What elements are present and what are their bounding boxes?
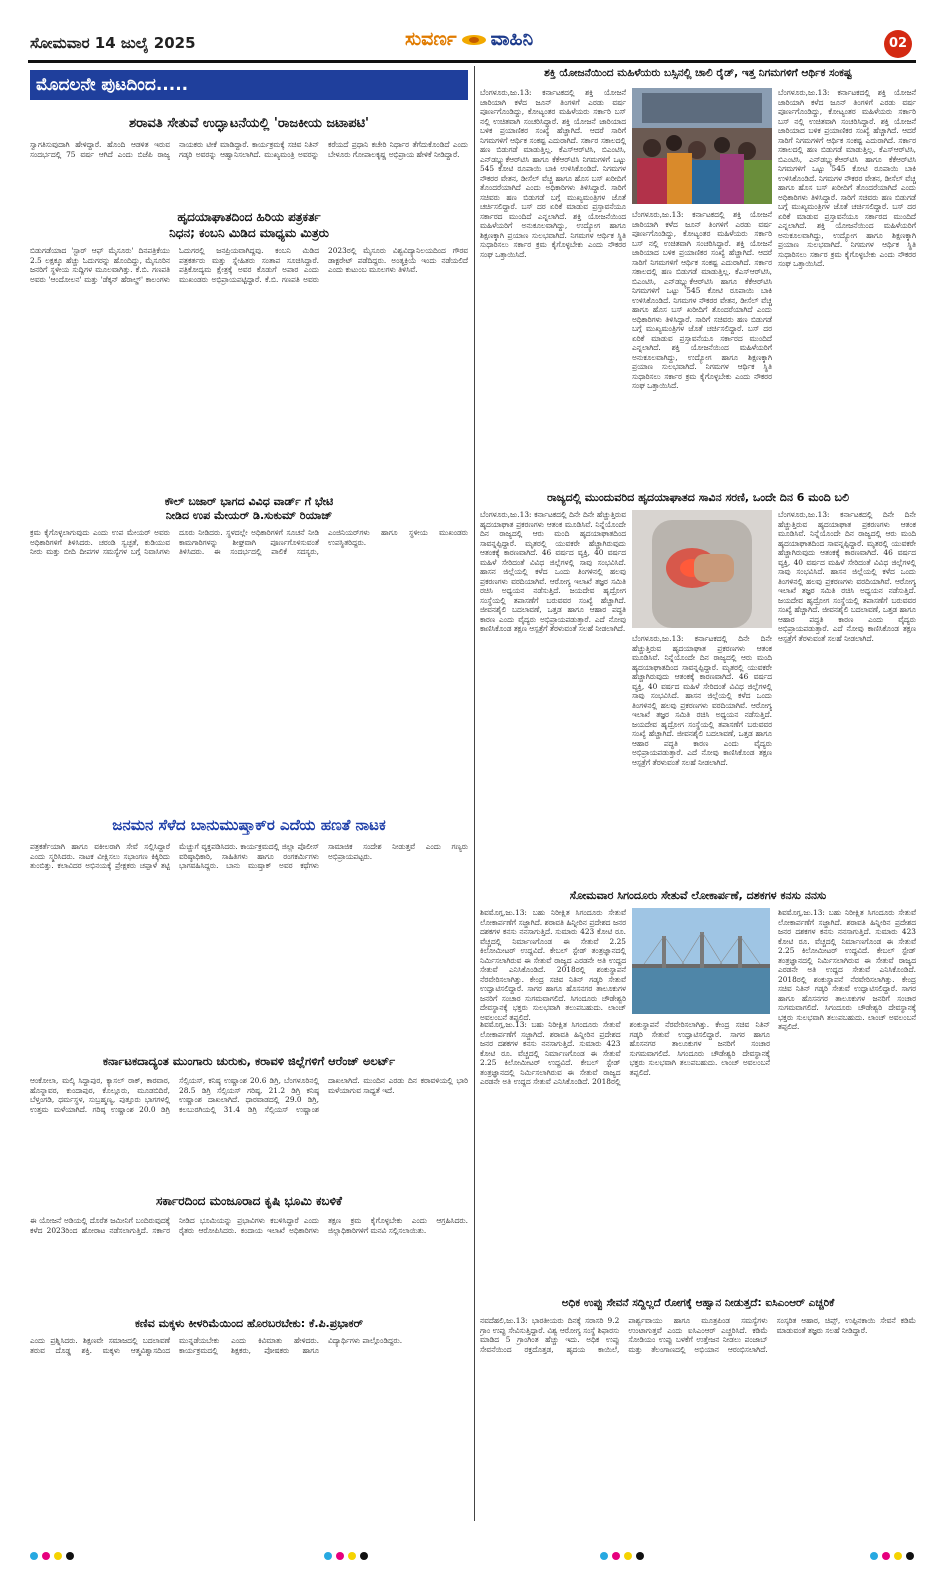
headline-journalist-line1: ಹೃದಯಾಘಾತದಿಂದ ಹಿರಿಯ ಪತ್ರಕರ್ತ <box>177 210 321 224</box>
column-divider <box>474 66 475 1521</box>
sigandur-bridge-photo <box>632 908 770 1014</box>
article-heart-col1: ಬೆಂಗಳೂರು,ಜು.13: ಕರ್ನಾಟಕದಲ್ಲಿ ದಿನೇ ದಿನೇ ಹೆಚ್ಚುತ್ತಿರುವ ಹೃದಯಾಘಾತ ಪ್ರಕರಣಗಳು ಆತಂಕ ಮೂಡಿಸಿವೆ. ನಿನ್ನೆಯೊಂದೇ ದಿನ ರಾಜ್ಯದಲ್ಲಿ ಆರು ಮಂದಿ ಹೃದಯಾಘಾತದಿಂದ ಸಾವನ್ನಪ್ಪಿದ್ದಾರೆ. ಮೃತರಲ್ಲಿ ಯುವಕರೇ ಹೆಚ್ಚಾಗಿರುವುದು ಆತಂಕಕ್ಕೆ ಕಾರಣವಾಗಿದೆ. 46 ವರ್ಷದ ವ್ಯಕ್ತಿ, 40 ವರ್ಷದ ಮಹಿಳೆ ಸೇರಿದಂತೆ ವಿವಿಧ ಜಿಲ್ಲೆಗಳಲ್ಲಿ ಸಾವು ಸಂಭವಿಸಿದೆ. ಹಾಸನ ಜಿಲ್ಲೆಯಲ್ಲಿ ಕಳೆದ ಒಂದು ತಿಂಗಳಿನಲ್ಲಿ ಹಲವು ಪ್ರಕರಣಗಳು ವರದಿಯಾಗಿವೆ. ಆರೋಗ್ಯ ಇಲಾಖೆ ತಜ್ಞರ ಸಮಿತಿ ರಚಿಸಿ ಅಧ್ಯಯನ ನಡೆಸುತ್ತಿದೆ. ಜಯದೇವ ಹೃದ್ರೋಗ ಸಂಸ್ಥೆಯಲ್ಲಿ ತಪಾಸಣೆಗೆ ಬರುವವರ ಸಂಖ್ಯೆ ಹೆಚ್ಚಾಗಿದೆ. ಜೀವನಶೈಲಿ ಬದಲಾವಣೆ, ಒತ್ತಡ ಹಾಗೂ ಆಹಾರ ಪದ್ಧತಿ ಕಾರಣ ಎಂದು ವೈದ್ಯರು ಅಭಿಪ್ರಾಯಪಡುತ್ತಾರೆ. ಎದೆ ನೋವು ಕಾಣಿಸಿಕೊಂಡ ತಕ್ಷಣ ಆಸ್ಪತ್ರೆಗೆ ತೆರಳುವಂತೆ ಸಲಹೆ ನೀಡಲಾಗಿದೆ. <box>480 510 626 633</box>
article-heart-col2: ಬೆಂಗಳೂರು,ಜು.13: ಕರ್ನಾಟಕದಲ್ಲಿ ದಿನೇ ದಿನೇ ಹೆಚ್ಚುತ್ತಿರುವ ಹೃದಯಾಘಾತ ಪ್ರಕರಣಗಳು ಆತಂಕ ಮೂಡಿಸಿವೆ. ನಿನ್ನೆಯೊಂದೇ ದಿನ ರಾಜ್ಯದಲ್ಲಿ ಆರು ಮಂದಿ ಹೃದಯಾಘಾತದಿಂದ ಸಾವನ್ನಪ್ಪಿದ್ದಾರೆ. ಮೃತರಲ್ಲಿ ಯುವಕರೇ ಹೆಚ್ಚಾಗಿರುವುದು ಆತಂಕಕ್ಕೆ ಕಾರಣವಾಗಿದೆ. 46 ವರ್ಷದ ವ್ಯಕ್ತಿ, 40 ವರ್ಷದ ಮಹಿಳೆ ಸೇರಿದಂತೆ ವಿವಿಧ ಜಿಲ್ಲೆಗಳಲ್ಲಿ ಸಾವು ಸಂಭವಿಸಿದೆ. ಹಾಸನ ಜಿಲ್ಲೆಯಲ್ಲಿ ಕಳೆದ ಒಂದು ತಿಂಗಳಿನಲ್ಲಿ ಹಲವು ಪ್ರಕರಣಗಳು ವರದಿಯಾಗಿವೆ. ಆರೋಗ್ಯ ಇಲಾಖೆ ತಜ್ಞರ ಸಮಿತಿ ರಚಿಸಿ ಅಧ್ಯಯನ ನಡೆಸುತ್ತಿದೆ. ಜಯದೇವ ಹೃದ್ರೋಗ ಸಂಸ್ಥೆಯಲ್ಲಿ ತಪಾಸಣೆಗೆ ಬರುವವರ ಸಂಖ್ಯೆ ಹೆಚ್ಚಾಗಿದೆ. ಜೀವನಶೈಲಿ ಬದಲಾವಣೆ, ಒತ್ತಡ ಹಾಗೂ ಆಹಾರ ಪದ್ಧತಿ ಕಾರಣ ಎಂದು ವೈದ್ಯರು ಅಭಿಪ್ರಾಯಪಡುತ್ತಾರೆ. ಎದೆ ನೋವು ಕಾಣಿಸಿಕೊಂಡ ತಕ್ಷಣ ಆಸ್ಪತ್ರೆಗೆ ತೆರಳುವಂತೆ ಸಲಹೆ ನೀಡಲಾಗಿದೆ. <box>632 634 772 767</box>
newspaper-title <box>405 28 533 50</box>
flame-logo-icon <box>461 33 487 47</box>
article-heart-col3: ಬೆಂಗಳೂರು,ಜು.13: ಕರ್ನಾಟಕದಲ್ಲಿ ದಿನೇ ದಿನೇ ಹೆಚ್ಚುತ್ತಿರುವ ಹೃದಯಾಘಾತ ಪ್ರಕರಣಗಳು ಆತಂಕ ಮೂಡಿಸಿವೆ. ನಿನ್ನೆಯೊಂದೇ ದಿನ ರಾಜ್ಯದಲ್ಲಿ ಆರು ಮಂದಿ ಹೃದಯಾಘಾತದಿಂದ ಸಾವನ್ನಪ್ಪಿದ್ದಾರೆ. ಮೃತರಲ್ಲಿ ಯುವಕರೇ ಹೆಚ್ಚಾಗಿರುವುದು ಆತಂಕಕ್ಕೆ ಕಾರಣವಾಗಿದೆ. 46 ವರ್ಷದ ವ್ಯಕ್ತಿ, 40 ವರ್ಷದ ಮಹಿಳೆ ಸೇರಿದಂತೆ ವಿವಿಧ ಜಿಲ್ಲೆಗಳಲ್ಲಿ ಸಾವು ಸಂಭವಿಸಿದೆ. ಹಾಸನ ಜಿಲ್ಲೆಯಲ್ಲಿ ಕಳೆದ ಒಂದು ತಿಂಗಳಿನಲ್ಲಿ ಹಲವು ಪ್ರಕರಣಗಳು ವರದಿಯಾಗಿವೆ. ಆರೋಗ್ಯ ಇಲಾಖೆ ತಜ್ಞರ ಸಮಿತಿ ರಚಿಸಿ ಅಧ್ಯಯನ ನಡೆಸುತ್ತಿದೆ. ಜಯದೇವ ಹೃದ್ರೋಗ ಸಂಸ್ಥೆಯಲ್ಲಿ ತಪಾಸಣೆಗೆ ಬರುವವರ ಸಂಖ್ಯೆ ಹೆಚ್ಚಾಗಿದೆ. ಜೀವನಶೈಲಿ ಬದಲಾವಣೆ, ಒತ್ತಡ ಹಾಗೂ ಆಹಾರ ಪದ್ಧತಿ ಕಾರಣ ಎಂದು ವೈದ್ಯರು ಅಭಿಪ್ರಾಯಪಡುತ್ತಾರೆ. ಎದೆ ನೋವು ಕಾಣಿಸಿಕೊಂಡ ತಕ್ಷಣ ಆಸ್ಪತ್ರೆಗೆ ತೆರಳುವಂತೆ ಸಲಹೆ ನೀಡಲಾಗಿದೆ. <box>778 510 916 643</box>
article-sigandur-col1: ಶಿವಮೊಗ್ಗ,ಜು.13: ಬಹು ನಿರೀಕ್ಷಿತ ಸಿಗಂದೂರು ಸೇತುವೆ ಲೋಕಾರ್ಪಣೆಗೆ ಸಜ್ಜಾಗಿದೆ. ಶರಾವತಿ ಹಿನ್ನೀರಿನ ಪ್ರದೇಶದ ಜನರ ದಶಕಗಳ ಕನಸು ನನಸಾಗುತ್ತಿದೆ. ಸುಮಾರು 423 ಕೋಟಿ ರೂ. ವೆಚ್ಚದಲ್ಲಿ ನಿರ್ಮಾಣಗೊಂಡ ಈ ಸೇತುವೆ 2.25 ಕಿಲೋಮೀಟರ್ ಉದ್ದವಿದೆ. ಕೇಬಲ್ ಸ್ಟೇಡ್ ತಂತ್ರಜ್ಞಾನದಲ್ಲಿ ನಿರ್ಮಿಸಲಾಗಿರುವ ಈ ಸೇತುವೆ ರಾಜ್ಯದ ಎರಡನೇ ಅತಿ ಉದ್ದದ ಸೇತುವೆ ಎನಿಸಿಕೊಂಡಿದೆ. 2018ರಲ್ಲಿ ಶಂಕುಸ್ಥಾಪನೆ ನೆರವೇರಿಸಲಾಗಿತ್ತು. ಕೇಂದ್ರ ಸಚಿವ ನಿತಿನ್ ಗಡ್ಕರಿ ಸೇತುವೆ ಉದ್ಘಾಟಿಸಲಿದ್ದಾರೆ. ಸಾಗರ ಹಾಗೂ ಹೊಸನಗರ ತಾಲೂಕುಗಳ ಜನರಿಗೆ ಸಂಚಾರ ಸುಗಮವಾಗಲಿದೆ. ಸಿಗಂದೂರು ಚೌಡೇಶ್ವರಿ ದೇವಸ್ಥಾನಕ್ಕೆ ಭಕ್ತರು ಸುಲಭವಾಗಿ ತಲುಪಬಹುದು. ಲಾಂಚ್ ಅವಲಂಬನೆ ತಪ್ಪಲಿದೆ. <box>480 908 626 1022</box>
title-part-a: ಸುವರ್ಣ <box>405 28 457 50</box>
registration-marks-left <box>30 1552 74 1560</box>
headline-ward-line2: ನೀಡಿದ ಉಪ ಮೇಯರ್ ಡಿ.ಸುಕುಮ್ ರಿಯಾಜ್ <box>165 509 333 522</box>
headline-drama: ಜನಮನ ಸೆಳೆದ ಬಾನುಮುಷ್ತಾಕ್‌ರ ಎದೆಯ ಹಣತೆ ನಾಟಕ <box>112 816 386 834</box>
article-drama-body: ಪತ್ರಕರ್ತೆಯಾಗಿ ಹಾಗೂ ವಕೀಲರಾಗಿ ಸೇವೆ ಸಲ್ಲಿಸಿದ್ದಾರೆ ಎಂದು ಸ್ಮರಿಸಿದರು. ನಾಟಕ ವೀಕ್ಷಿಸಲು ಸಭಾಂಗಣ ಕಿಕ್ಕಿರಿದು ತುಂಬಿತ್ತು. ಕಲಾವಿದರ ಅಭಿನಯಕ್ಕೆ ಪ್ರೇಕ್ಷಕರು ಚಪ್ಪಾಳೆ ತಟ್ಟಿ ಮೆಚ್ಚುಗೆ ವ್ಯಕ್ತಪಡಿಸಿದರು. ಕಾರ್ಯಕ್ರಮದಲ್ಲಿ ಜಿಲ್ಲಾ ಪೊಲೀಸ್ ವರಿಷ್ಠಾಧಿಕಾರಿ, ಸಾಹಿತಿಗಳು ಹಾಗೂ ರಂಗಕರ್ಮಿಗಳು ಭಾಗವಹಿಸಿದ್ದರು. ಬಾನು ಮುಷ್ತಾಕ್ ಅವರ ಕಥೆಗಳು ಸಾಮಾಜಿಕ ಸಂದೇಶ ನೀಡುತ್ತವೆ ಎಂದು ಗಣ್ಯರು ಅಭಿಪ್ರಾಯಪಟ್ಟರು. <box>30 842 468 870</box>
article-salt-body: ನವದೆಹಲಿ,ಜು.13: ಭಾರತೀಯರು ದಿನಕ್ಕೆ ಸರಾಸರಿ 9.2 ಗ್ರಾಂ ಉಪ್ಪು ಸೇವಿಸುತ್ತಿದ್ದಾರೆ. ವಿಶ್ವ ಆರೋಗ್ಯ ಸಂಸ್ಥೆ ಶಿಫಾರಸು ಮಾಡಿದ 5 ಗ್ರಾಂಗಿಂತ ಹೆಚ್ಚು ಇದು. ಅಧಿಕ ಉಪ್ಪು ಸೇವನೆಯಿಂದ ರಕ್ತದೊತ್ತಡ, ಹೃದಯ ಕಾಯಿಲೆ, ಪಾರ್ಶ್ವವಾಯು ಹಾಗೂ ಮೂತ್ರಪಿಂಡ ಸಮಸ್ಯೆಗಳು ಉಂಟಾಗುತ್ತವೆ ಎಂದು ಐಸಿಎಂಆರ್ ಎಚ್ಚರಿಸಿದೆ. ಕಡಿಮೆ ಸೋಡಿಯಂ ಉಪ್ಪು ಬಳಕೆಗೆ ಉತ್ತೇಜನ ನೀಡಲು ಪಂಜಾಬ್ ಮತ್ತು ತೆಲಂಗಾಣದಲ್ಲಿ ಅಭಿಯಾನ ಆರಂಭಿಸಲಾಗಿದೆ. ಸಂಸ್ಕರಿತ ಆಹಾರ, ಚಿಪ್ಸ್, ಉಪ್ಪಿನಕಾಯಿ ಸೇವನೆ ಕಡಿಮೆ ಮಾಡುವಂತೆ ತಜ್ಞರು ಸಲಹೆ ನೀಡಿದ್ದಾರೆ. <box>480 1316 916 1354</box>
registration-marks-center <box>324 1552 368 1560</box>
article-ward-body: ಕ್ರಮ ಕೈಗೊಳ್ಳಲಾಗುವುದು ಎಂದು ಉಪ ಮೇಯರ್ ಅವರು ಅಧಿಕಾರಿಗಳಿಗೆ ತಿಳಿಸಿದರು. ಚರಂಡಿ ಸ್ವಚ್ಛತೆ, ಕುಡಿಯುವ ನೀರು ಮತ್ತು ಬೀದಿ ದೀಪಗಳ ಸಮಸ್ಯೆಗಳ ಬಗ್ಗೆ ನಿವಾಸಿಗಳು ದೂರು ನೀಡಿದರು. ಸ್ಥಳದಲ್ಲೇ ಅಧಿಕಾರಿಗಳಿಗೆ ಸೂಚನೆ ನೀಡಿ ಕಾಮಗಾರಿಗಳನ್ನು ಶೀಘ್ರವಾಗಿ ಪೂರ್ಣಗೊಳಿಸುವಂತೆ ತಿಳಿಸಿದರು. ಈ ಸಂದರ್ಭದಲ್ಲಿ ಪಾಲಿಕೆ ಸದಸ್ಯರು, ಎಂಜಿನಿಯರ್‌ಗಳು ಹಾಗೂ ಸ್ಥಳೀಯ ಮುಖಂಡರು ಉಪಸ್ಥಿತರಿದ್ದರು. <box>30 528 468 556</box>
masthead <box>0 0 945 58</box>
headline-monsoon: ಕರ್ನಾಟಕದಾದ್ಯಂತ ಮುಂಗಾರು ಚುರುಕು, ಕರಾವಳಿ ಜಿಲ್ಲೆಗಳಿಗೆ ಆರೆಂಜ್ ಅಲರ್ಟ್ <box>102 1054 396 1068</box>
article-monsoon-body: ಆಂಕೋಲಾ, ಮಲ್ಕಿ ಸಿದ್ದಾಪುರ, ಕ್ಯಾಸಲ್ ರಾಕ್, ಕಾರವಾರ, ಹೊನ್ನಾವರ, ಕುಂದಾಪುರ, ಕೊಲ್ಲೂರು, ಮೂಡಬಿದಿರೆ, ಬೆಳ್ತಂಗಡಿ, ಧರ್ಮಸ್ಥಳ, ಸುಬ್ರಹ್ಮಣ್ಯ, ಪುತ್ತೂರು ಭಾಗಗಳಲ್ಲಿ ಉತ್ತಮ ಮಳೆಯಾಗಿದೆ. ಗರಿಷ್ಠ ಉಷ್ಣಾಂಶ 20.0 ಡಿಗ್ರಿ ಸೆಲ್ಸಿಯಸ್, ಕನಿಷ್ಠ ಉಷ್ಣಾಂಶ 20.6 ಡಿಗ್ರಿ, ಬೆಂಗಳೂರಿನಲ್ಲಿ 28.5 ಡಿಗ್ರಿ ಸೆಲ್ಸಿಯಸ್ ಗರಿಷ್ಠ, 21.2 ಡಿಗ್ರಿ ಕನಿಷ್ಠ ಉಷ್ಣಾಂಶ ದಾಖಲಾಗಿದೆ. ಧಾರವಾಡದಲ್ಲಿ 29.0 ಡಿಗ್ರಿ, ಕಲಬುರಗಿಯಲ್ಲಿ 31.4 ಡಿಗ್ರಿ ಸೆಲ್ಸಿಯಸ್ ಉಷ್ಣಾಂಶ ದಾಖಲಾಗಿದೆ. ಮುಂದಿನ ಎರಡು ದಿನ ಕರಾವಳಿಯಲ್ಲಿ ಭಾರಿ ಮಳೆಯಾಗುವ ಸಾಧ್ಯತೆ ಇದೆ. <box>30 1076 468 1114</box>
headline-shakti: ಶಕ್ತಿ ಯೋಜನೆಯಿಂದ ಮಹಿಳೆಯರು ಬಸ್ಸಿನಲ್ಲಿ ಚಾಲಿ ರೈಡ್, ಇತ್ತ ನಿಗಮಗಳಿಗೆ ಆರ್ಥಿಕ ಸಂಕಷ್ಟ <box>544 67 852 79</box>
registration-marks-right <box>600 1552 644 1560</box>
chest-pain-photo <box>632 510 772 628</box>
article-krishi-body: ಈ ಯೋಜನೆ ಅಡಿಯಲ್ಲಿ ದೊರೆತ ಜಮೀನಿಗೆ ಬಂದಿರುವುದಕ್ಕೆ ಕಳೆದ 2023ರಿಂದ ಹೋರಾಟ ನಡೆಸಲಾಗುತ್ತಿದೆ. ಸರ್ಕಾರ ನೀಡಿದ ಭೂಮಿಯನ್ನು ಪ್ರಭಾವಿಗಳು ಕಬಳಿಸಿದ್ದಾರೆ ಎಂದು ರೈತರು ಆರೋಪಿಸಿದರು. ಕಂದಾಯ ಇಲಾಖೆ ಅಧಿಕಾರಿಗಳು ತಕ್ಷಣ ಕ್ರಮ ಕೈಗೊಳ್ಳಬೇಕು ಎಂದು ಆಗ್ರಹಿಸಿದರು. ಜಿಲ್ಲಾಧಿಕಾರಿಗಳಿಗೆ ಮನವಿ ಸಲ್ಲಿಸಲಾಯಿತು. <box>30 1216 468 1235</box>
headline-sigandur: ಸೋಮವಾರ ಸಿಗಂದೂರು ಸೇತುವೆ ಲೋಕಾರ್ಪಣೆ, ದಶಕಗಳ ಕನಸು ನನಸು <box>569 889 827 902</box>
article-journalist-body: ಬಿಡುಗಡೆಯಾದ 'ಸ್ಟಾರ್ ಆಫ್ ಮೈಸೂರು' ದಿನಪತ್ರಿಕೆಯು 2.5 ಲಕ್ಷಕ್ಕೂ ಹೆಚ್ಚು ಓದುಗರನ್ನು ಹೊಂದಿದ್ದು, ಮೈಸೂರಿನ ಜನರಿಗೆ ಸ್ಥಳೀಯ ಸುದ್ದಿಗಳ ಮೂಲವಾಗಿತ್ತು. ಕೆ.ಬಿ. ಗಣಪತಿ ಅವರು 'ಆಂದೋಲನ' ಮತ್ತು 'ಡೆಕ್ಕನ್ ಹೆರಾಲ್ಡ್' ಕಾಲಂಗಳು ಓದುಗರಲ್ಲಿ ಜನಪ್ರಿಯವಾಗಿದ್ದವು. ಕಂಬನಿ ಮಿಡಿದ ಪತ್ರಕರ್ತರು ಮತ್ತು ಸ್ನೇಹಿತರು ಸಂತಾಪ ಸೂಚಿಸಿದ್ದಾರೆ. ಪತ್ರಿಕೋದ್ಯಮ ಕ್ಷೇತ್ರಕ್ಕೆ ಅವರ ಕೊಡುಗೆ ಅಪಾರ ಎಂದು ಮುಖಂಡರು ಅಭಿಪ್ರಾಯಪಟ್ಟಿದ್ದಾರೆ. ಕೆ.ಬಿ. ಗಣಪತಿ ಅವರು 2023ರಲ್ಲಿ ಮೈಸೂರು ವಿಶ್ವವಿದ್ಯಾನಿಲಯದಿಂದ ಗೌರವ ಡಾಕ್ಟರೇಟ್ ಪಡೆದಿದ್ದರು. ಅಂತ್ಯಕ್ರಿಯೆ ಇಂದು ನಡೆಯಲಿದೆ ಎಂದು ಕುಟುಂಬ ಮೂಲಗಳು ತಿಳಿಸಿವೆ. <box>30 246 468 284</box>
headline-salt: ಅಧಿಕ ಉಪ್ಪು ಸೇವನೆ ಸದ್ದಿಲ್ಲದೆ ರೋಗಕ್ಕೆ ಆಹ್ವಾನ ನೀಡುತ್ತದೆ: ಐಸಿಎಂಆರ್ ಎಚ್ಚರಿಕೆ <box>561 1297 835 1309</box>
article-shakti-col3: ಬೆಂಗಳೂರು,ಜು.13: ಕರ್ನಾಟಕದಲ್ಲಿ ಶಕ್ತಿ ಯೋಜನೆ ಜಾರಿಯಾಗಿ ಕಳೆದ ಜೂನ್ ತಿಂಗಳಿಗೆ ಎರಡು ವರ್ಷ ಪೂರ್ಣಗೊಂಡಿದ್ದು, ಕೋಟ್ಯಂತರ ಮಹಿಳೆಯರು ಸರ್ಕಾರಿ ಬಸ್ ನಲ್ಲಿ ಉಚಿತವಾಗಿ ಸಂಚರಿಸಿದ್ದಾರೆ. ಶಕ್ತಿ ಯೋಜನೆ ಜಾರಿಯಾದ ಬಳಿಕ ಪ್ರಯಾಣಿಕರ ಸಂಖ್ಯೆ ಹೆಚ್ಚಾಗಿದೆ. ಆದರೆ ಸಾರಿಗೆ ನಿಗಮಗಳಿಗೆ ಆರ್ಥಿಕ ಸಂಕಷ್ಟ ಎದುರಾಗಿದೆ. ಸರ್ಕಾರ ಸಕಾಲದಲ್ಲಿ ಹಣ ಬಿಡುಗಡೆ ಮಾಡುತ್ತಿಲ್ಲ. ಕೆಎಸ್ಆರ್‌ಟಿಸಿ, ಬಿಎಂಟಿಸಿ, ಎನ್‌ಡಬ್ಲ್ಯುಕೆಆರ್‌ಟಿಸಿ ಹಾಗೂ ಕೆಕೆಆರ್‌ಟಿಸಿ ನಿಗಮಗಳಿಗೆ ಒಟ್ಟು 545 ಕೋಟಿ ರೂಪಾಯಿ ಬಾಕಿ ಉಳಿಸಿಕೊಂಡಿದೆ. ನಿಗಮಗಳ ನೌಕರರ ವೇತನ, ಡೀಸೆಲ್ ವೆಚ್ಚ ಹಾಗೂ ಹೊಸ ಬಸ್ ಖರೀದಿಗೆ ತೊಂದರೆಯಾಗಿದೆ ಎಂದು ಅಧಿಕಾರಿಗಳು ತಿಳಿಸಿದ್ದಾರೆ. ಸಾರಿಗೆ ಸಚಿವರು ಹಣ ಬಿಡುಗಡೆ ಬಗ್ಗೆ ಮುಖ್ಯಮಂತ್ರಿಗಳ ಜೊತೆ ಚರ್ಚಿಸಲಿದ್ದಾರೆ. ಬಸ್ ದರ ಏರಿಕೆ ಮಾಡುವ ಪ್ರಸ್ತಾವನೆಯೂ ಸರ್ಕಾರದ ಮುಂದಿದೆ ಎನ್ನಲಾಗಿದೆ. ಶಕ್ತಿ ಯೋಜನೆಯಿಂದ ಮಹಿಳೆಯರಿಗೆ ಅನುಕೂಲವಾಗಿದ್ದು, ಉದ್ಯೋಗ ಹಾಗೂ ಶಿಕ್ಷಣಕ್ಕಾಗಿ ಪ್ರಯಾಣ ಸುಲಭವಾಗಿದೆ. ನಿಗಮಗಳ ಆರ್ಥಿಕ ಸ್ಥಿತಿ ಸುಧಾರಿಸಲು ಸರ್ಕಾರ ಕ್ರಮ ಕೈಗೊಳ್ಳಬೇಕು ಎಂದು ನೌಕರರ ಸಂಘ ಒತ್ತಾಯಿಸಿದೆ. <box>778 88 916 268</box>
article-shakti-col1 <box>480 88 626 484</box>
headline-heart: ರಾಜ್ಯದಲ್ಲಿ ಮುಂದುವರಿದ ಹೃದಯಾಘಾತದ ಸಾವಿನ ಸರಣಿ, ಒಂದೇ ದಿನ 6 ಮಂದಿ ಬಲಿ <box>547 491 849 504</box>
article-sharavathi-body: ಸ್ವಾಗತಿಸುವುದಾಗಿ ಹೇಳಿದ್ದಾರೆ. ಹೊಂದಿ ಆಡಳಿತ ಇರುವ ಸಂದರ್ಭದಲ್ಲಿ 75 ವರ್ಷ ಆಗಿದೆ ಎಂದು ಬಿಜೆಪಿ ರಾಜ್ಯ ನಾಯಕರು ಟೀಕೆ ಮಾಡಿದ್ದಾರೆ. ಕಾರ್ಯಕ್ರಮಕ್ಕೆ ಸಚಿವ ನಿತಿನ್ ಗಡ್ಕರಿ ಅವರನ್ನು ಆಹ್ವಾನಿಸಲಾಗಿದೆ. ಮುಖ್ಯಮಂತ್ರಿ ಅವರನ್ನು ಕರೆಯದೆ ಪ್ರಧಾನಿ ಕಚೇರಿ ನಿರ್ಧಾರ ತೆಗೆದುಕೊಂಡಿದೆ ಎಂದು ಬೇಳೂರು ಗೋಪಾಲಕೃಷ್ಣ ಅಭಿಪ್ರಾಯ ಹೇಳಿಕೆ ನೀಡಿದ್ದಾರೆ. <box>30 140 468 159</box>
masthead-rule <box>28 60 916 63</box>
headline-journalist-line2: ನಿಧನ; ಕಂಬನಿ ಮಿಡಿದ ಮಾಧ್ಯಮ ಮಿತ್ರರು <box>169 226 329 240</box>
headline-krishi: ಸರ್ಕಾರದಿಂದ ಮಂಜೂರಾದ ಕೃಷಿ ಭೂಮಿ ಕಬಳಿಕೆ <box>156 1194 342 1208</box>
headline-ward-line1: ಕೌಲ್ ಬಜಾರ್ ಭಾಗದ ವಿವಿಧ ವಾರ್ಡ್ ಗೆ ಭೇಟಿ <box>164 495 334 508</box>
article-sigandur-col1b: ಶಿವಮೊಗ್ಗ,ಜು.13: ಬಹು ನಿರೀಕ್ಷಿತ ಸಿಗಂದೂರು ಸೇತುವೆ ಲೋಕಾರ್ಪಣೆಗೆ ಸಜ್ಜಾಗಿದೆ. ಶರಾವತಿ ಹಿನ್ನೀರಿನ ಪ್ರದೇಶದ ಜನರ ದಶಕಗಳ ಕನಸು ನನಸಾಗುತ್ತಿದೆ. ಸುಮಾರು 423 ಕೋಟಿ ರೂ. ವೆಚ್ಚದಲ್ಲಿ ನಿರ್ಮಾಣಗೊಂಡ ಈ ಸೇತುವೆ 2.25 ಕಿಲೋಮೀಟರ್ ಉದ್ದವಿದೆ. ಕೇಬಲ್ ಸ್ಟೇಡ್ ತಂತ್ರಜ್ಞಾನದಲ್ಲಿ ನಿರ್ಮಿಸಲಾಗಿರುವ ಈ ಸೇತುವೆ ರಾಜ್ಯದ ಎರಡನೇ ಅತಿ ಉದ್ದದ ಸೇತುವೆ ಎನಿಸಿಕೊಂಡಿದೆ. 2018ರಲ್ಲಿ ಶಂಕುಸ್ಥಾಪನೆ ನೆರವೇರಿಸಲಾಗಿತ್ತು. ಕೇಂದ್ರ ಸಚಿವ ನಿತಿನ್ ಗಡ್ಕರಿ ಸೇತುವೆ ಉದ್ಘಾಟಿಸಲಿದ್ದಾರೆ. ಸಾಗರ ಹಾಗೂ ಹೊಸನಗರ ತಾಲೂಕುಗಳ ಜನರಿಗೆ ಸಂಚಾರ ಸುಗಮವಾಗಲಿದೆ. ಸಿಗಂದೂರು ಚೌಡೇಶ್ವರಿ ದೇವಸ್ಥಾನಕ್ಕೆ ಭಕ್ತರು ಸುಲಭವಾಗಿ ತಲುಪಬಹುದು. ಲಾಂಚ್ ಅವಲಂಬನೆ ತಪ್ಪಲಿದೆ. <box>480 1020 770 1086</box>
article-sigandur-col3: ಶಿವಮೊಗ್ಗ,ಜು.13: ಬಹು ನಿರೀಕ್ಷಿತ ಸಿಗಂದೂರು ಸೇತುವೆ ಲೋಕಾರ್ಪಣೆಗೆ ಸಜ್ಜಾಗಿದೆ. ಶರಾವತಿ ಹಿನ್ನೀರಿನ ಪ್ರದೇಶದ ಜನರ ದಶಕಗಳ ಕನಸು ನನಸಾಗುತ್ತಿದೆ. ಸುಮಾರು 423 ಕೋಟಿ ರೂ. ವೆಚ್ಚದಲ್ಲಿ ನಿರ್ಮಾಣಗೊಂಡ ಈ ಸೇತುವೆ 2.25 ಕಿಲೋಮೀಟರ್ ಉದ್ದವಿದೆ. ಕೇಬಲ್ ಸ್ಟೇಡ್ ತಂತ್ರಜ್ಞಾನದಲ್ಲಿ ನಿರ್ಮಿಸಲಾಗಿರುವ ಈ ಸೇತುವೆ ರಾಜ್ಯದ ಎರಡನೇ ಅತಿ ಉದ್ದದ ಸೇತುವೆ ಎನಿಸಿಕೊಂಡಿದೆ. 2018ರಲ್ಲಿ ಶಂಕುಸ್ಥಾಪನೆ ನೆರವೇರಿಸಲಾಗಿತ್ತು. ಕೇಂದ್ರ ಸಚಿವ ನಿತಿನ್ ಗಡ್ಕರಿ ಸೇತುವೆ ಉದ್ಘಾಟಿಸಲಿದ್ದಾರೆ. ಸಾಗರ ಹಾಗೂ ಹೊಸನಗರ ತಾಲೂಕುಗಳ ಜನರಿಗೆ ಸಂಚಾರ ಸುಗಮವಾಗಲಿದೆ. ಸಿಗಂದೂರು ಚೌಡೇಶ್ವರಿ ದೇವಸ್ಥಾನಕ್ಕೆ ಭಕ್ತರು ಸುಲಭವಾಗಿ ತಲುಪಬಹುದು. ಲಾಂಚ್ ಅವಲಂಬನೆ ತಪ್ಪಲಿದೆ. <box>778 908 916 1031</box>
article-shakti-col2: ಬೆಂಗಳೂರು,ಜು.13: ಕರ್ನಾಟಕದಲ್ಲಿ ಶಕ್ತಿ ಯೋಜನೆ ಜಾರಿಯಾಗಿ ಕಳೆದ ಜೂನ್ ತಿಂಗಳಿಗೆ ಎರಡು ವರ್ಷ ಪೂರ್ಣಗೊಂಡಿದ್ದು, ಕೋಟ್ಯಂತರ ಮಹಿಳೆಯರು ಸರ್ಕಾರಿ ಬಸ್ ನಲ್ಲಿ ಉಚಿತವಾಗಿ ಸಂಚರಿಸಿದ್ದಾರೆ. ಶಕ್ತಿ ಯೋಜನೆ ಜಾರಿಯಾದ ಬಳಿಕ ಪ್ರಯಾಣಿಕರ ಸಂಖ್ಯೆ ಹೆಚ್ಚಾಗಿದೆ. ಆದರೆ ಸಾರಿಗೆ ನಿಗಮಗಳಿಗೆ ಆರ್ಥಿಕ ಸಂಕಷ್ಟ ಎದುರಾಗಿದೆ. ಸರ್ಕಾರ ಸಕಾಲದಲ್ಲಿ ಹಣ ಬಿಡುಗಡೆ ಮಾಡುತ್ತಿಲ್ಲ. ಕೆಎಸ್ಆರ್‌ಟಿಸಿ, ಬಿಎಂಟಿಸಿ, ಎನ್‌ಡಬ್ಲ್ಯುಕೆಆರ್‌ಟಿಸಿ ಹಾಗೂ ಕೆಕೆಆರ್‌ಟಿಸಿ ನಿಗಮಗಳಿಗೆ ಒಟ್ಟು 545 ಕೋಟಿ ರೂಪಾಯಿ ಬಾಕಿ ಉಳಿಸಿಕೊಂಡಿದೆ. ನಿಗಮಗಳ ನೌಕರರ ವೇತನ, ಡೀಸೆಲ್ ವೆಚ್ಚ ಹಾಗೂ ಹೊಸ ಬಸ್ ಖರೀದಿಗೆ ತೊಂದರೆಯಾಗಿದೆ ಎಂದು ಅಧಿಕಾರಿಗಳು ತಿಳಿಸಿದ್ದಾರೆ. ಸಾರಿಗೆ ಸಚಿವರು ಹಣ ಬಿಡುಗಡೆ ಬಗ್ಗೆ ಮುಖ್ಯಮಂತ್ರಿಗಳ ಜೊತೆ ಚರ್ಚಿಸಲಿದ್ದಾರೆ. ಬಸ್ ದರ ಏರಿಕೆ ಮಾಡುವ ಪ್ರಸ್ತಾವನೆಯೂ ಸರ್ಕಾರದ ಮುಂದಿದೆ ಎನ್ನಲಾಗಿದೆ. ಶಕ್ತಿ ಯೋಜನೆಯಿಂದ ಮಹಿಳೆಯರಿಗೆ ಅನುಕೂಲವಾಗಿದ್ದು, ಉದ್ಯೋಗ ಹಾಗೂ ಶಿಕ್ಷಣಕ್ಕಾಗಿ ಪ್ರಯಾಣ ಸುಲಭವಾಗಿದೆ. ನಿಗಮಗಳ ಆರ್ಥಿಕ ಸ್ಥಿತಿ ಸುಧಾರಿಸಲು ಸರ್ಕಾರ ಕ್ರಮ ಕೈಗೊಳ್ಳಬೇಕು ಎಂದು ನೌಕರರ ಸಂಘ ಒತ್ತಾಯಿಸಿದೆ. <box>632 210 772 390</box>
article-shakti-body: ಬೆಂಗಳೂರು,ಜು.13: ಕರ್ನಾಟಕದಲ್ಲಿ ಶಕ್ತಿ ಯೋಜನೆ ಜಾರಿಯಾಗಿ ಕಳೆದ ಜೂನ್ ತಿಂಗಳಿಗೆ ಎರಡು ವರ್ಷ ಪೂರ್ಣಗೊಂಡಿದ್ದು, ಕೋಟ್ಯಂತರ ಮಹಿಳೆಯರು ಸರ್ಕಾರಿ ಬಸ್ ನಲ್ಲಿ ಉಚಿತವಾಗಿ ಸಂಚರಿಸಿದ್ದಾರೆ. ಶಕ್ತಿ ಯೋಜನೆ ಜಾರಿಯಾದ ಬಳಿಕ ಪ್ರಯಾಣಿಕರ ಸಂಖ್ಯೆ ಹೆಚ್ಚಾಗಿದೆ. ಆದರೆ ಸಾರಿಗೆ ನಿಗಮಗಳಿಗೆ ಆರ್ಥಿಕ ಸಂಕಷ್ಟ ಎದುರಾಗಿದೆ. ಸರ್ಕಾರ ಸಕಾಲದಲ್ಲಿ ಹಣ ಬಿಡುಗಡೆ ಮಾಡುತ್ತಿಲ್ಲ. ಕೆಎಸ್ಆರ್‌ಟಿಸಿ, ಬಿಎಂಟಿಸಿ, ಎನ್‌ಡಬ್ಲ್ಯುಕೆಆರ್‌ಟಿಸಿ ಹಾಗೂ ಕೆಕೆಆರ್‌ಟಿಸಿ ನಿಗಮಗಳಿಗೆ ಒಟ್ಟು 545 ಕೋಟಿ ರೂಪಾಯಿ ಬಾಕಿ ಉಳಿಸಿಕೊಂಡಿದೆ. ನಿಗಮಗಳ ನೌಕರರ ವೇತನ, ಡೀಸೆಲ್ ವೆಚ್ಚ ಹಾಗೂ ಹೊಸ ಬಸ್ ಖರೀದಿಗೆ ತೊಂದರೆಯಾಗಿದೆ ಎಂದು ಅಧಿಕಾರಿಗಳು ತಿಳಿಸಿದ್ದಾರೆ. ಸಾರಿಗೆ ಸಚಿವರು ಹಣ ಬಿಡುಗಡೆ ಬಗ್ಗೆ ಮುಖ್ಯಮಂತ್ರಿಗಳ ಜೊತೆ ಚರ್ಚಿಸಲಿದ್ದಾರೆ. ಬಸ್ ದರ ಏರಿಕೆ ಮಾಡುವ ಪ್ರಸ್ತಾವನೆಯೂ ಸರ್ಕಾರದ ಮುಂದಿದೆ ಎನ್ನಲಾಗಿದೆ. ಶಕ್ತಿ ಯೋಜನೆಯಿಂದ ಮಹಿಳೆಯರಿಗೆ ಅನುಕೂಲವಾಗಿದ್ದು, ಉದ್ಯೋಗ ಹಾಗೂ ಶಿಕ್ಷಣಕ್ಕಾಗಿ ಪ್ರಯಾಣ ಸುಲಭವಾಗಿದೆ. ನಿಗಮಗಳ ಆರ್ಥಿಕ ಸ್ಥಿತಿ ಸುಧಾರಿಸಲು ಸರ್ಕಾರ ಕ್ರಮ ಕೈಗೊಳ್ಳಬೇಕು ಎಂದು ನೌಕರರ ಸಂಘ ಒತ್ತಾಯಿಸಿದೆ. <box>480 88 626 259</box>
title-part-b: ವಾಹಿನಿ <box>490 28 534 50</box>
headline-sharavathi: ಶರಾವತಿ ಸೇತುವೆ ಉದ್ಘಾಟನೆಯಲ್ಲಿ 'ರಾಜಕೀಯ ಜಟಾಪಟಿ' <box>128 116 370 131</box>
registration-marks-far-right <box>870 1552 914 1560</box>
article-children-body: ಎಂದು ಪ್ರಶ್ನಿಸಿದರು. ಶಿಕ್ಷಣವೇ ಸಮಾಜದಲ್ಲಿ ಬದಲಾವಣೆ ತರುವ ದೊಡ್ಡ ಶಕ್ತಿ. ಮಕ್ಕಳು ಆತ್ಮವಿಶ್ವಾಸದಿಂದ ಮುನ್ನಡೆಯಬೇಕು ಎಂದು ಕಿವಿಮಾತು ಹೇಳಿದರು. ಕಾರ್ಯಕ್ರಮದಲ್ಲಿ ಶಿಕ್ಷಕರು, ಪೋಷಕರು ಹಾಗೂ ವಿದ್ಯಾರ್ಥಿಗಳು ಪಾಲ್ಗೊಂಡಿದ್ದರು. <box>30 1336 403 1355</box>
bus-crowd-photo <box>632 88 772 204</box>
headline-children: ಕಣಿವ ಮಕ್ಕಳು ಕೀಳರಿಮೆಯಿಂದ ಹೊರಬರಬೇಕು: ಕೆ.ಪಿ.ಪ್ರಭಾಕರ್ <box>134 1317 364 1330</box>
issue-date: ಸೋಮವಾರ 14 ಜುಲೈ 2025 <box>30 34 196 52</box>
page-number-badge: 02 <box>884 30 912 58</box>
section-band: ಮೊದಲನೇ ಪುಟದಿಂದ..... <box>30 70 468 100</box>
